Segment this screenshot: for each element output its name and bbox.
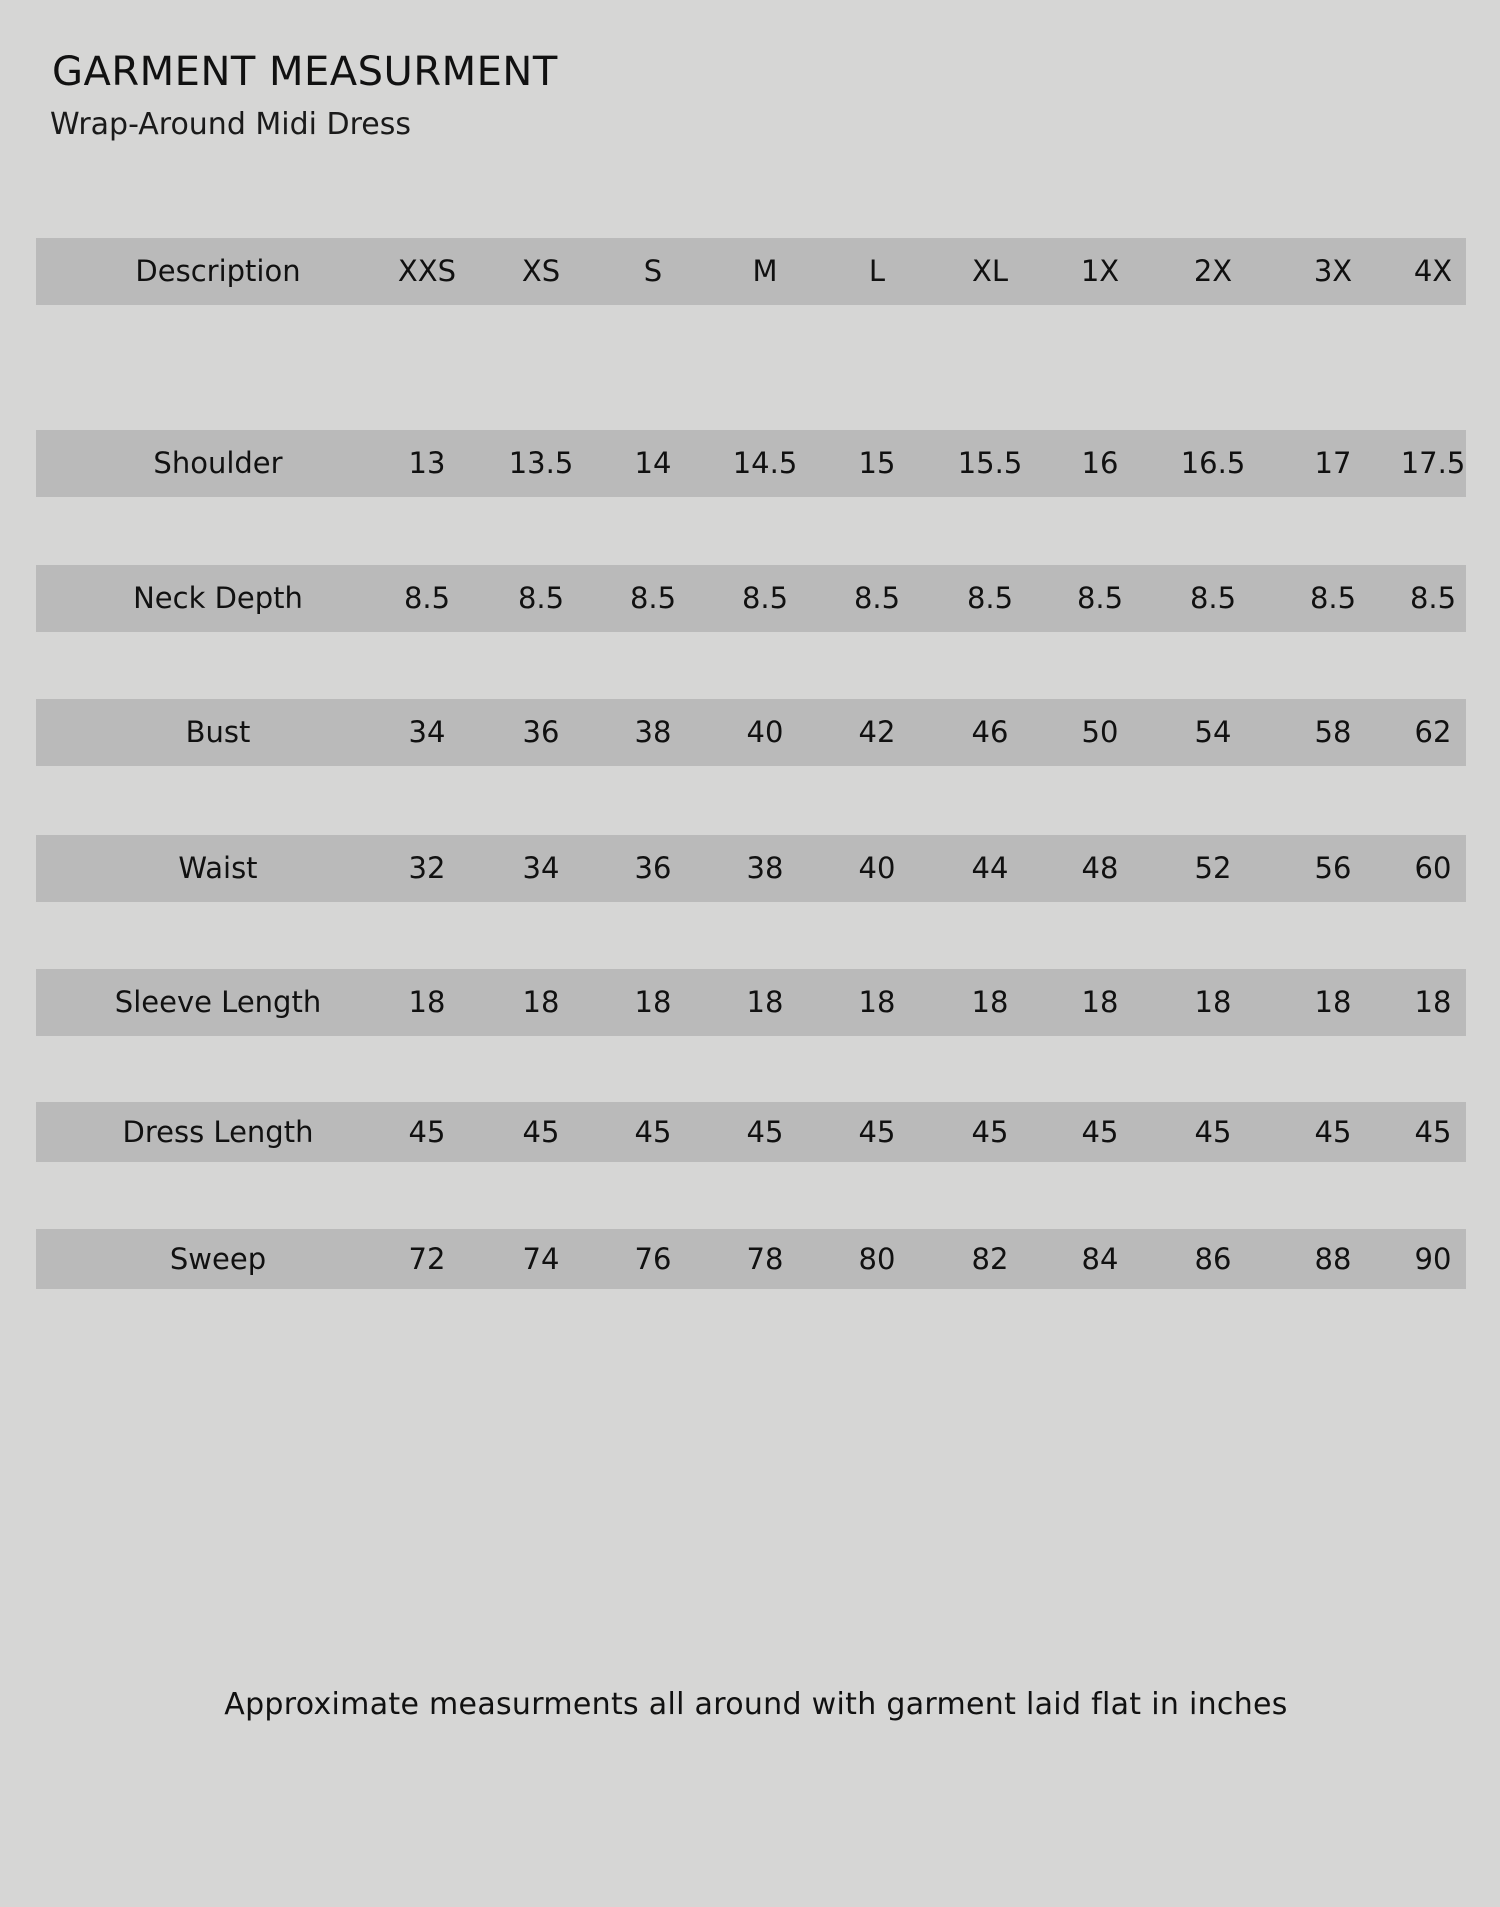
table-cell: 18	[1194, 985, 1232, 1019]
table-cell: 18	[1314, 985, 1352, 1019]
table-cell: 8.5	[853, 581, 901, 615]
table-cell: 45	[746, 1115, 784, 1149]
table-cell: 48	[1081, 851, 1119, 885]
row-label: Bust	[185, 715, 251, 749]
table-cell: 44	[971, 851, 1009, 885]
table-cell: 8.5	[1189, 581, 1237, 615]
table-cell: 45	[1414, 1115, 1452, 1149]
column-header-size: M	[752, 254, 778, 288]
table-cell: 8.5	[1309, 581, 1357, 615]
column-header-size: 2X	[1193, 254, 1233, 288]
table-cell: 18	[971, 985, 1009, 1019]
table-cell: 62	[1414, 715, 1452, 749]
table-row	[36, 565, 1466, 632]
table-cell: 36	[634, 851, 672, 885]
table-cell: 52	[1194, 851, 1232, 885]
table-cell: 40	[858, 851, 896, 885]
table-cell: 18	[1414, 985, 1452, 1019]
product-name: Wrap-Around Midi Dress	[50, 107, 412, 142]
table-cell: 18	[408, 985, 446, 1019]
column-header-size: L	[868, 254, 886, 288]
row-label: Sweep	[169, 1242, 267, 1276]
table-cell: 18	[746, 985, 784, 1019]
table-cell: 45	[1314, 1115, 1352, 1149]
column-header-size: S	[643, 254, 663, 288]
table-cell: 14.5	[732, 446, 798, 480]
table-cell: 15.5	[957, 446, 1023, 480]
table-cell: 18	[522, 985, 560, 1019]
table-cell: 88	[1314, 1242, 1352, 1276]
row-label: Dress Length	[122, 1115, 314, 1149]
table-cell: 8.5	[1076, 581, 1124, 615]
table-cell: 45	[858, 1115, 896, 1149]
row-label: Waist	[178, 851, 258, 885]
column-header-size: 3X	[1313, 254, 1353, 288]
table-cell: 45	[634, 1115, 672, 1149]
table-cell: 8.5	[1409, 581, 1457, 615]
table-row	[36, 969, 1466, 1036]
table-cell: 17	[1314, 446, 1352, 480]
row-label: Sleeve Length	[114, 985, 322, 1019]
column-header-size: XL	[971, 254, 1009, 288]
table-cell: 76	[634, 1242, 672, 1276]
table-row	[36, 1229, 1466, 1289]
table-cell: 82	[971, 1242, 1009, 1276]
table-cell: 42	[858, 715, 896, 749]
column-header-size: 1X	[1080, 254, 1120, 288]
table-cell: 50	[1081, 715, 1119, 749]
table-cell: 8.5	[966, 581, 1014, 615]
table-cell: 45	[971, 1115, 1009, 1149]
table-cell: 45	[1081, 1115, 1119, 1149]
table-cell: 46	[971, 715, 1009, 749]
table-cell: 38	[634, 715, 672, 749]
row-label: Shoulder	[153, 446, 283, 480]
table-cell: 34	[408, 715, 446, 749]
table-cell: 45	[408, 1115, 446, 1149]
page-title: GARMENT MEASURMENT	[52, 49, 558, 95]
table-cell: 54	[1194, 715, 1232, 749]
table-cell: 8.5	[517, 581, 565, 615]
measurement-note: Approximate measurments all around with garment laid flat in inches	[224, 1687, 1288, 1722]
column-header-size: 4X	[1413, 254, 1453, 288]
table-cell: 40	[746, 715, 784, 749]
table-cell: 8.5	[741, 581, 789, 615]
table-cell: 13	[408, 446, 446, 480]
table-cell: 58	[1314, 715, 1352, 749]
table-cell: 45	[522, 1115, 560, 1149]
column-header-size: XXS	[397, 254, 457, 288]
table-cell: 18	[1081, 985, 1119, 1019]
table-cell: 34	[522, 851, 560, 885]
table-cell: 72	[408, 1242, 446, 1276]
table-cell: 15	[858, 446, 896, 480]
table-row	[36, 699, 1466, 766]
table-cell: 8.5	[403, 581, 451, 615]
table-cell: 32	[408, 851, 446, 885]
table-cell: 14	[634, 446, 672, 480]
column-header-description: Description	[135, 254, 301, 288]
table-cell: 74	[522, 1242, 560, 1276]
table-cell: 36	[522, 715, 560, 749]
table-row	[36, 1102, 1466, 1162]
table-cell: 16	[1081, 446, 1119, 480]
table-row	[36, 835, 1466, 902]
table-cell: 90	[1414, 1242, 1452, 1276]
table-cell: 86	[1194, 1242, 1232, 1276]
table-cell: 84	[1081, 1242, 1119, 1276]
table-cell: 60	[1414, 851, 1452, 885]
table-cell: 13.5	[508, 446, 574, 480]
table-cell: 17.5	[1400, 446, 1466, 480]
table-cell: 80	[858, 1242, 896, 1276]
table-cell: 56	[1314, 851, 1352, 885]
table-cell: 38	[746, 851, 784, 885]
table-cell: 8.5	[629, 581, 677, 615]
table-header-row	[36, 238, 1466, 305]
table-row	[36, 430, 1466, 497]
row-label: Neck Depth	[133, 581, 303, 615]
table-cell: 18	[858, 985, 896, 1019]
table-cell: 45	[1194, 1115, 1232, 1149]
table-cell: 78	[746, 1242, 784, 1276]
table-cell: 16.5	[1180, 446, 1246, 480]
table-cell: 18	[634, 985, 672, 1019]
column-header-size: XS	[521, 254, 561, 288]
